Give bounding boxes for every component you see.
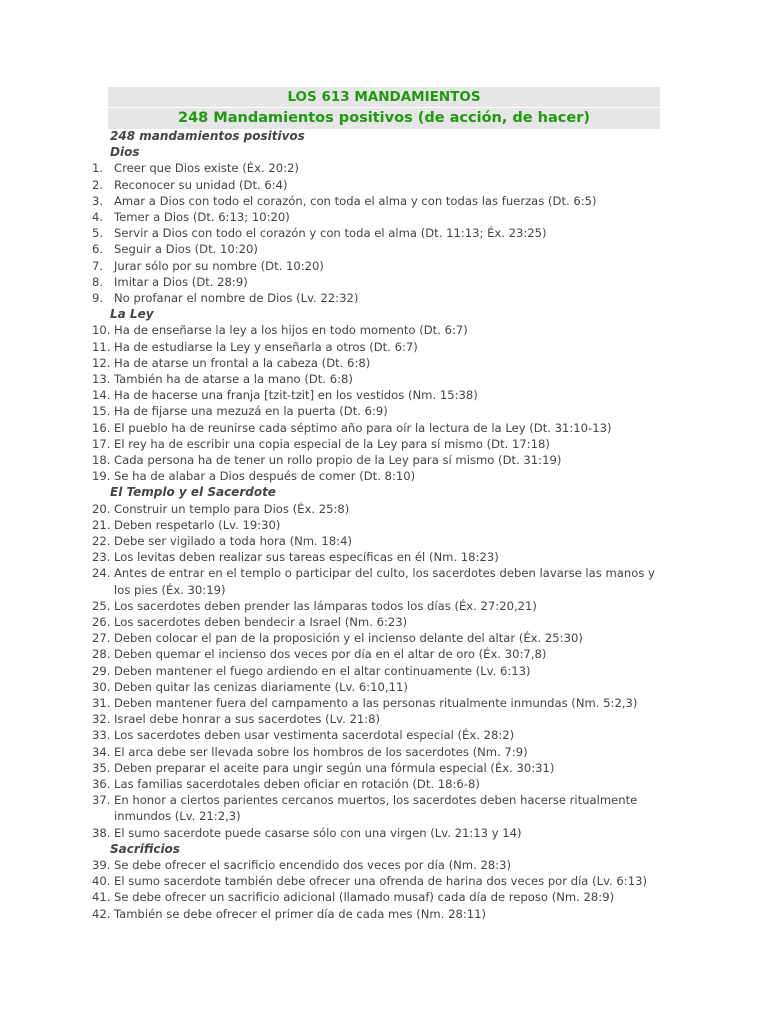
item-text: Deben colocar el pan de la proposición y el incienso delante del altar (Éx. 25:30) xyxy=(114,631,583,646)
section-heading: Sacrificios xyxy=(110,841,180,856)
section-heading: La Ley xyxy=(110,307,154,322)
item-number: 37. xyxy=(92,793,111,808)
item-number: 1. xyxy=(92,161,104,176)
item-text: Ha de enseñarse la ley a los hijos en todo momento (Dt. 6:7) xyxy=(114,323,468,338)
list-item xyxy=(0,744,768,760)
item-text: Las familias sacerdotales deben oficiar en rotación (Dt. 18:6-8) xyxy=(114,777,480,792)
item-text: Ha de estudiarse la Ley y enseñarla a otros (Dt. 6:7) xyxy=(114,339,418,354)
list-item xyxy=(0,565,768,597)
item-number: 26. xyxy=(92,615,111,630)
item-text: Deben mantener el fuego ardiendo en el altar continuamente (Lv. 6:13) xyxy=(114,663,531,678)
item-number: 23. xyxy=(92,550,111,565)
item-number: 21. xyxy=(92,517,111,532)
item-number: 27. xyxy=(92,631,111,646)
item-number: 11. xyxy=(92,339,111,354)
item-text: El sumo sacerdote también debe ofrecer una ofrenda de harina dos veces por día (Lv. 6:13) xyxy=(114,874,647,889)
item-number: 12. xyxy=(92,355,111,370)
item-number: 20. xyxy=(92,501,111,516)
item-number: 15. xyxy=(92,404,111,419)
commandments-list xyxy=(0,128,768,922)
item-number: 7. xyxy=(92,258,104,273)
item-number: 13. xyxy=(92,372,111,386)
list-item xyxy=(0,339,768,355)
item-text: Reconocer su unidad (Dt. 6:4) xyxy=(114,177,288,192)
item-number: 29. xyxy=(92,663,111,678)
item-number: 10. xyxy=(92,323,111,338)
item-number: 38. xyxy=(92,825,111,840)
item-text: Debe ser vigilado a toda hora (Nm. 18:4) xyxy=(114,534,352,549)
list-item xyxy=(0,258,768,274)
list-item xyxy=(0,371,768,387)
item-text: Deben quemar el incienso dos veces por día en el altar de oro (Éx. 30:7,8) xyxy=(114,647,547,662)
list-item xyxy=(0,549,768,565)
list-item xyxy=(0,825,768,841)
item-number: 32. xyxy=(92,712,111,727)
document-subtitle: 248 Mandamientos positivos (de acción, de hacer) xyxy=(108,108,660,129)
item-number: 40. xyxy=(92,874,111,889)
item-number: 36. xyxy=(92,777,111,792)
list-item xyxy=(0,711,768,727)
list-item xyxy=(0,241,768,257)
intro-heading: 248 mandamientos positivos xyxy=(110,129,305,143)
list-item xyxy=(0,160,768,176)
list-item xyxy=(0,533,768,549)
list-item xyxy=(0,614,768,630)
item-number: 5. xyxy=(92,226,104,241)
item-number: 19. xyxy=(92,469,111,484)
item-text: Imitar a Dios (Dt. 28:9) xyxy=(114,274,248,289)
item-number: 24. xyxy=(92,566,111,581)
item-number: 31. xyxy=(92,696,111,711)
list-item xyxy=(0,906,768,922)
item-text: Ha de atarse un frontal a la cabeza (Dt. 6:8) xyxy=(114,355,371,370)
list-item xyxy=(0,630,768,646)
list-item xyxy=(0,193,768,209)
item-text: Se debe ofrecer un sacrificio adicional (llamado musaf) cada día de reposo (Nm. 28:9) xyxy=(114,890,615,905)
list-item xyxy=(0,517,768,533)
item-text: Seguir a Dios (Dt. 10:20) xyxy=(114,242,258,257)
item-text: El pueblo ha de reunirse cada séptimo año para oír la lectura de la Ley (Dt. 31:10-13) xyxy=(114,420,612,435)
item-number: 17. xyxy=(92,436,111,451)
list-item xyxy=(0,889,768,905)
list-item xyxy=(0,792,768,824)
list-item xyxy=(0,646,768,662)
item-text: Deben mantener fuera del campamento a las personas ritualmente inmundas (Nm. 5:2,3) xyxy=(114,696,638,711)
section-heading: Dios xyxy=(110,145,140,160)
list-item xyxy=(0,436,768,452)
item-text: Ha de fijarse una mezuzá en la puerta (Dt. 6:9) xyxy=(114,404,388,419)
item-text: Los sacerdotes deben prender las lámparas todos los días (Éx. 27:20,21) xyxy=(114,598,537,613)
item-number: 42. xyxy=(92,906,111,921)
item-text: Amar a Dios con todo el corazón, con toda el alma y con todas las fuerzas (Dt. 6:5) xyxy=(114,193,597,208)
item-number: 33. xyxy=(92,728,111,743)
list-item xyxy=(0,452,768,468)
list-item xyxy=(0,420,768,436)
item-text: Israel debe honrar a sus sacerdotes (Lv. 21:8) xyxy=(114,712,380,727)
item-text: Se ha de alabar a Dios después de comer (Dt. 8:10) xyxy=(114,469,416,484)
document-title: LOS 613 MANDAMIENTOS xyxy=(108,87,660,107)
item-number: 30. xyxy=(92,679,111,694)
item-number: 35. xyxy=(92,760,111,775)
item-number: 16. xyxy=(92,420,111,435)
list-item xyxy=(0,468,768,484)
list-item xyxy=(0,274,768,290)
item-number: 8. xyxy=(92,274,104,289)
item-text: Deben respetarlo (Lv. 19:30) xyxy=(114,517,281,532)
item-number: 2. xyxy=(92,177,104,192)
item-text: Temer a Dios (Dt. 6:13; 10:20) xyxy=(114,209,290,224)
item-text: El sumo sacerdote puede casarse sólo con una virgen (Lv. 21:13 y 14) xyxy=(114,825,522,840)
item-text: Deben preparar el aceite para ungir según una fórmula especial (Éx. 30:31) xyxy=(114,760,555,775)
item-text: Creer que Dios existe (Éx. 20:2) xyxy=(114,161,299,176)
list-item xyxy=(0,598,768,614)
item-text: El rey ha de escribir una copia especial de la Ley para sí mismo (Dt. 17:18) xyxy=(114,436,550,451)
item-number: 28. xyxy=(92,647,111,662)
item-text: Jurar sólo por su nombre (Dt. 10:20) xyxy=(114,258,324,273)
item-number: 18. xyxy=(92,453,111,468)
list-item xyxy=(0,209,768,225)
list-item xyxy=(0,501,768,517)
item-number: 3. xyxy=(92,193,104,208)
list-item xyxy=(0,290,768,306)
item-text: Los sacerdotes deben bendecir a Israel (Nm. 6:23) xyxy=(114,615,408,630)
item-text: No profanar el nombre de Dios (Lv. 22:32) xyxy=(114,291,359,305)
item-number: 6. xyxy=(92,242,104,257)
item-number: 25. xyxy=(92,598,111,613)
item-number: 41. xyxy=(92,890,111,905)
item-text: Ha de hacerse una franja [tzit-tzit] en los vestidos (Nm. 15:38) xyxy=(114,388,478,403)
list-item xyxy=(0,857,768,873)
list-item xyxy=(0,695,768,711)
list-item xyxy=(0,679,768,695)
item-number: 34. xyxy=(92,744,111,759)
item-text: Cada persona ha de tener un rollo propio de la Ley para sí mismo (Dt. 31:19) xyxy=(114,453,562,468)
list-item xyxy=(0,387,768,403)
list-item xyxy=(0,403,768,419)
section-heading: El Templo y el Sacerdote xyxy=(110,485,276,500)
item-text: Los sacerdotes deben usar vestimenta sacerdotal especial (Éx. 28:2) xyxy=(114,728,515,743)
item-text: También se debe ofrecer el primer día de cada mes (Nm. 28:11) xyxy=(114,906,487,921)
list-item xyxy=(0,225,768,241)
list-item xyxy=(0,760,768,776)
item-text: Los levitas deben realizar sus tareas específicas en él (Nm. 18:23) xyxy=(114,550,499,565)
item-text: También ha de atarse a la mano (Dt. 6:8) xyxy=(114,372,353,386)
item-number: 9. xyxy=(92,291,104,305)
list-item xyxy=(0,663,768,679)
list-item xyxy=(0,355,768,371)
item-text: En honor a ciertos parientes cercanos muertos, los sacerdotes deben hacerse ritualmente inmundos (Lv. 21:2,3) xyxy=(114,793,638,824)
list-item xyxy=(0,776,768,792)
item-text: El arca debe ser llevada sobre los hombros de los sacerdotes (Nm. 7:9) xyxy=(114,744,528,759)
item-number: 22. xyxy=(92,534,111,549)
item-number: 14. xyxy=(92,388,111,403)
item-text: Deben quitar las cenizas diariamente (Lv. 6:10,11) xyxy=(114,679,408,694)
list-item xyxy=(0,177,768,193)
item-text: Se debe ofrecer el sacrificio encendido dos veces por día (Nm. 28:3) xyxy=(114,858,512,873)
item-number: 39. xyxy=(92,858,111,873)
item-text: Servir a Dios con todo el corazón y con toda el alma (Dt. 11:13; Éx. 23:25) xyxy=(114,226,547,241)
list-item xyxy=(0,727,768,743)
item-text: Construir un templo para Dios (Éx. 25:8) xyxy=(114,501,350,516)
list-item xyxy=(0,873,768,889)
title-block xyxy=(108,87,660,129)
item-number: 4. xyxy=(92,209,104,224)
list-item xyxy=(0,322,768,338)
item-text: Antes de entrar en el templo o participar del culto, los sacerdotes deben lavarse las manos y los pies (Éx. 30:19) xyxy=(114,566,655,597)
